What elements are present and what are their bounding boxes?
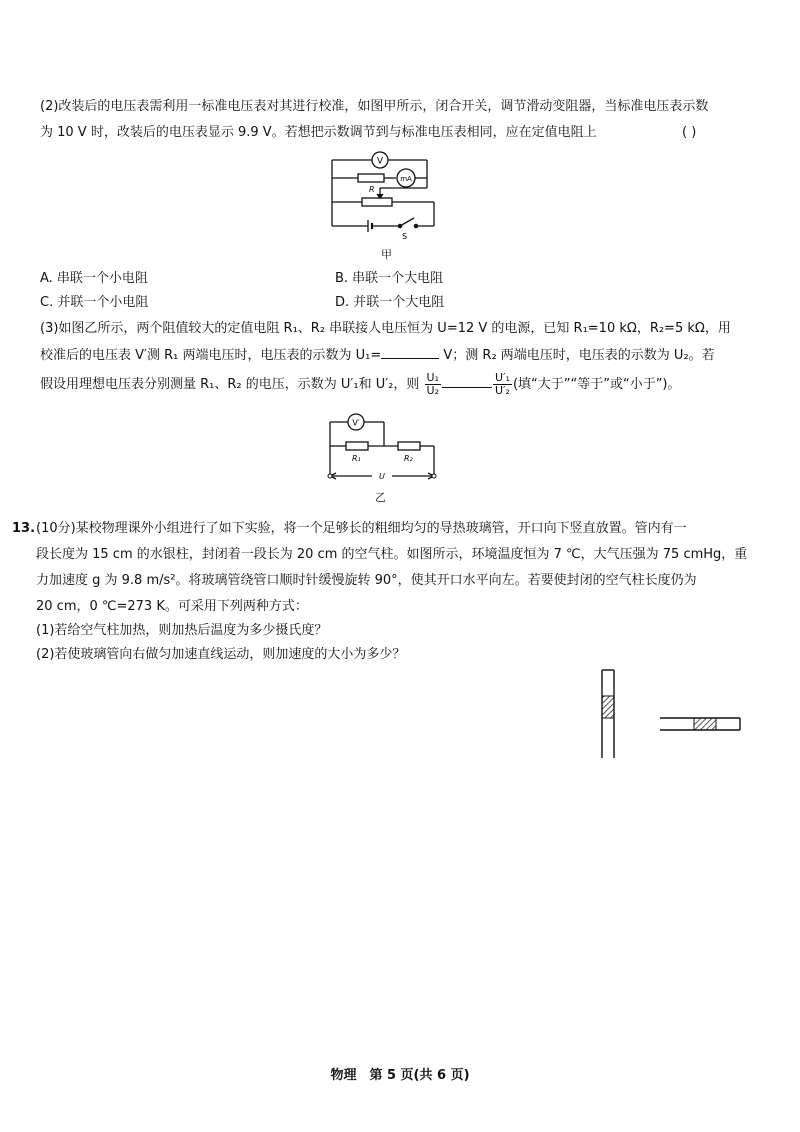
figure-jia-circuit [322,150,452,242]
option-a[interactable]: A. 串联一个小电阻 [40,271,148,286]
q3-text-line-2 [40,346,715,365]
fraction-u1p-u2p [493,372,512,397]
yi-r2-label: R₂ [404,454,413,463]
jia-ma-label: mA [400,175,412,183]
option-d[interactable]: D. 并联一个大电阻 [335,295,445,310]
q13-text-line-2: 段长度为 15 cm 的水银柱，封闭着一段长为 20 cm 的空气柱。如图所示，环境温度恒为 7 ℃，大气压强为 75 cmHg，重 [36,547,748,562]
figure-yi-circuit [322,412,442,484]
yi-v-label: V′ [352,418,360,428]
frac2-num: U′₁ [494,371,510,384]
figure-yi-label: 乙 [375,491,386,504]
q2-text-line-1: (2)改装后的电压表需利用一标准电压表对其进行校准，如图甲所示，闭合开关，调节滑动变阻器，当标准电压表示数 [40,99,709,114]
figure-glass-tubes [594,666,744,760]
option-b[interactable]: B. 串联一个大电阻 [335,271,444,286]
jia-r-label: R [369,185,375,194]
mercury-column-horizontal [694,718,716,730]
jia-s-label: S [402,232,408,241]
q13-text-line-1: (10分)某校物理课外小组进行了如下实验，将一个足够长的粗细均匀的导热玻璃管，开口向下竖直放置。管内有一 [36,521,687,536]
q3-line2-part-b: V；测 R₂ 两端电压时，电压表的示数为 U₂。若 [443,348,715,363]
frac1-den: U₂ [426,384,439,397]
q3-blank-compare[interactable] [442,377,492,388]
yi-r1-label: R₁ [352,454,361,463]
q2-answer-paren: ( ) [682,125,697,140]
jia-v-label: V [376,156,384,167]
q3-text-line-1: (3)如图乙所示，两个阻值较大的定值电阻 R₁、R₂ 串联接人电压恒为 U=12 V 的电源，已知 R₁=10 kΩ，R₂=5 kΩ，用 [40,321,731,336]
q13-text-line-3: 力加速度 g 为 9.8 m/s²。将玻璃管绕管口顺时针缓慢旋转 90°，使其开口水平向左。若要使封闭的空气柱长度仍为 [36,573,697,588]
q13-sub-question-2: (2)若使玻璃管向右做匀加速直线运动，则加速度的大小为多少？ [36,647,406,662]
q3-text-line-3 [40,372,681,398]
page-footer: 物理 第 5 页(共 6 页) [330,1068,470,1083]
q3-line2-part-a: 校准后的电压表 V′测 R₁ 两端电压时，电压表的示数为 U₁= [40,348,382,363]
vertical-tube [602,670,614,758]
fraction-u1-u2 [425,372,441,397]
mercury-column-vertical [602,696,614,718]
horizontal-tube [660,718,740,730]
frac1-num: U₁ [426,371,439,384]
q3-blank-u1[interactable] [381,346,439,359]
frac2-den: U′₂ [494,384,510,397]
q3-line3-part-a: 假设用理想电压表分别测量 R₁、R₂ 的电压，示数为 U′₁和 U′₂，则 [40,377,420,392]
yi-u-label: U [379,472,385,481]
option-c[interactable]: C. 并联一个小电阻 [40,295,149,310]
q2-text-line-2: 为 10 V 时，改装后的电压表显示 9.9 V。若想把示数调节到与标准电压表相同，应在定值电阻上 [40,125,597,140]
q13-text-line-4: 20 cm，0 ℃=273 K。可采用下列两种方式： [36,599,308,614]
q13-number: 13. [12,521,36,536]
q13-sub-question-1: (1)若给空气柱加热，则加热后温度为多少摄氏度？ [36,623,328,638]
figure-jia-label: 甲 [381,248,392,261]
q3-line3-part-b: (填“大于”“等于”或“小于”)。 [512,377,681,392]
